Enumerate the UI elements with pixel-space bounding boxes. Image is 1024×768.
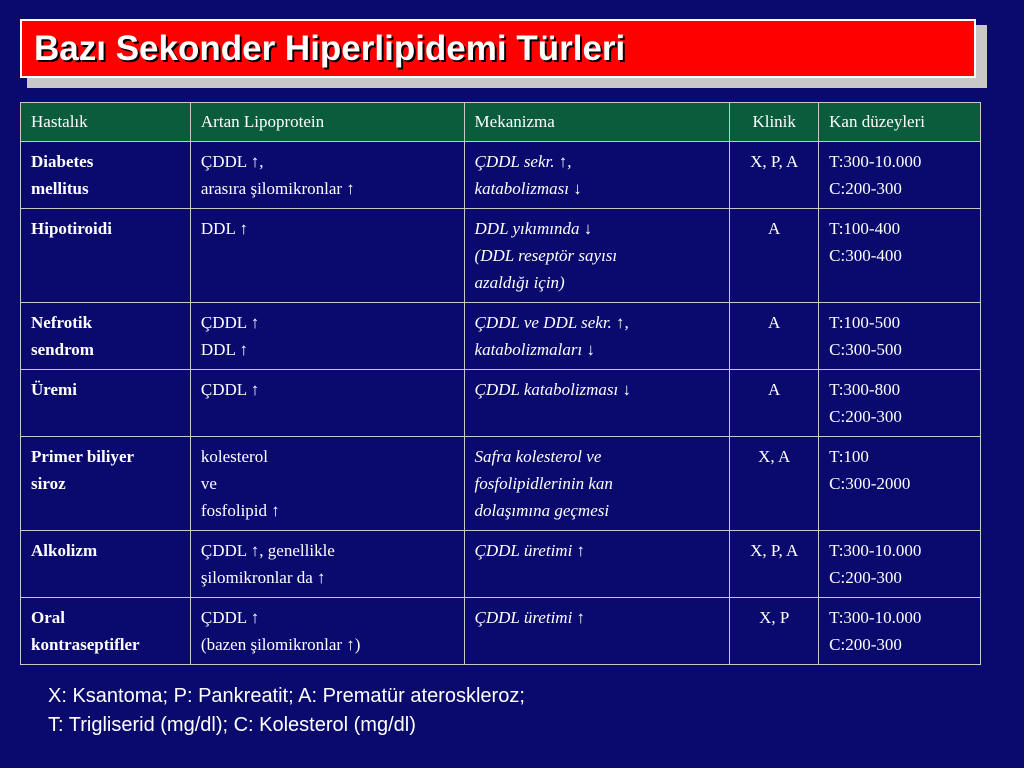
cell-klinik: X, P, A [730,531,819,598]
cell-mekanizma [464,598,730,665]
cell-line: katabolizması ↓ [474,179,582,198]
cell-klinik: X, A [730,437,819,531]
cell-line: (bazen şilomikronlar ↑) [200,635,361,654]
cell-hastalik [21,598,191,665]
table-header-row [21,103,981,142]
cell-line: T:300-10.000 [829,608,922,627]
cell-hastalik [21,531,191,598]
cell-line: Alkolizm [31,541,98,560]
cell-line: arasıra şilomikronlar ↑ [200,179,355,198]
cell-line: DDL ↑ [200,340,248,359]
cell-line: DDL ↑ [200,219,248,238]
cell-line: C:300-2000 [829,474,911,493]
header-klinik: Klinik [730,103,819,142]
cell-line: Diabetes [31,152,94,171]
cell-artan-lipoprotein [190,531,464,598]
cell-line: ÇDDL ↑ [200,608,260,627]
cell-klinik: A [730,209,819,303]
table-row [21,437,981,531]
header-mekanizma: Mekanizma [464,103,730,142]
cell-hastalik [21,209,191,303]
cell-line: T:300-10.000 [829,541,922,560]
cell-line: Primer biliyer [31,447,135,466]
cell-hastalik [21,303,191,370]
cell-line: ÇDDL üretimi ↑ [474,541,586,560]
cell-kan-duzeyleri [819,437,981,531]
cell-mekanizma [464,209,730,303]
cell-line: ve [200,474,217,493]
cell-line: ÇDDL ve DDL sekr. ↑, [474,313,629,332]
cell-kan-duzeyleri [819,531,981,598]
cell-line: azaldığı için) [474,273,565,292]
cell-mekanizma [464,142,730,209]
cell-artan-lipoprotein [190,209,464,303]
cell-line: sendrom [31,340,94,359]
table-row [21,598,981,665]
cell-line: kolesterol [200,447,268,466]
cell-artan-lipoprotein [190,303,464,370]
cell-artan-lipoprotein [190,598,464,665]
cell-line: T:100 [829,447,869,466]
cell-line: (DDL reseptör sayısı [474,246,618,265]
cell-line: Safra kolesterol ve [474,447,602,466]
cell-mekanizma [464,531,730,598]
cell-line: ÇDDL ↑ [200,380,260,399]
cell-mekanizma [464,370,730,437]
cell-line: Üremi [31,380,77,399]
hyperlipidemia-table [20,102,981,665]
cell-line: Nefrotik [31,313,93,332]
cell-kan-duzeyleri [819,303,981,370]
cell-line: C:300-400 [829,246,902,265]
cell-line: fosfolipid ↑ [200,501,280,520]
cell-line: ÇDDL üretimi ↑ [474,608,586,627]
cell-line: ÇDDL ↑, genellikle [200,541,335,560]
legend-line: X: Ksantoma; P: Pankreatit; A: Prematür ateroskleroz; [48,685,525,707]
cell-artan-lipoprotein [190,437,464,531]
cell-klinik: X, P [730,598,819,665]
table-body [21,142,981,665]
cell-klinik: A [730,303,819,370]
header-artan-lipoprotein: Artan Lipoprotein [190,103,464,142]
cell-line: kontraseptifler [31,635,140,654]
table-row [21,209,981,303]
cell-line: katabolizmaları ↓ [474,340,595,359]
legend-line: T: Trigliserid (mg/dl); C: Kolesterol (mg/dl) [48,714,416,736]
cell-line: Oral [31,608,65,627]
table-row [21,142,981,209]
cell-klinik: A [730,370,819,437]
cell-kan-duzeyleri [819,598,981,665]
cell-line: C:200-300 [829,635,902,654]
cell-line: T:300-800 [829,380,901,399]
header-hastalik: Hastalık [21,103,191,142]
legend [48,682,525,740]
cell-line: DDL yıkımında ↓ [474,219,593,238]
cell-line: ÇDDL katabolizması ↓ [474,380,632,399]
cell-mekanizma [464,437,730,531]
cell-line: siroz [31,474,66,493]
header-kan-duzeyleri: Kan düzeyleri [819,103,981,142]
cell-line: fosfolipidlerinin kan [474,474,613,493]
cell-hastalik [21,370,191,437]
cell-artan-lipoprotein [190,370,464,437]
cell-line: C:200-300 [829,407,902,426]
table-row [21,370,981,437]
cell-line: T:100-400 [829,219,901,238]
cell-line: Hipotiroidi [31,219,112,238]
cell-artan-lipoprotein [190,142,464,209]
slide-title: Bazı Sekonder Hiperlipidemi Türleri [34,28,626,68]
table-row [21,303,981,370]
cell-line: ÇDDL ↑, [200,152,264,171]
cell-mekanizma [464,303,730,370]
cell-hastalik [21,437,191,531]
cell-line: C:300-500 [829,340,902,359]
cell-line: C:200-300 [829,179,902,198]
cell-kan-duzeyleri [819,142,981,209]
cell-line: T:300-10.000 [829,152,922,171]
cell-line: şilomikronlar da ↑ [200,568,326,587]
cell-kan-duzeyleri [819,209,981,303]
title-box [20,19,976,78]
cell-kan-duzeyleri [819,370,981,437]
cell-klinik: X, P, A [730,142,819,209]
cell-line: ÇDDL ↑ [200,313,260,332]
table-row [21,531,981,598]
cell-line: T:100-500 [829,313,901,332]
cell-hastalik [21,142,191,209]
cell-line: ÇDDL sekr. ↑, [474,152,572,171]
cell-line: mellitus [31,179,89,198]
cell-line: C:200-300 [829,568,902,587]
cell-line: dolaşımına geçmesi [474,501,610,520]
